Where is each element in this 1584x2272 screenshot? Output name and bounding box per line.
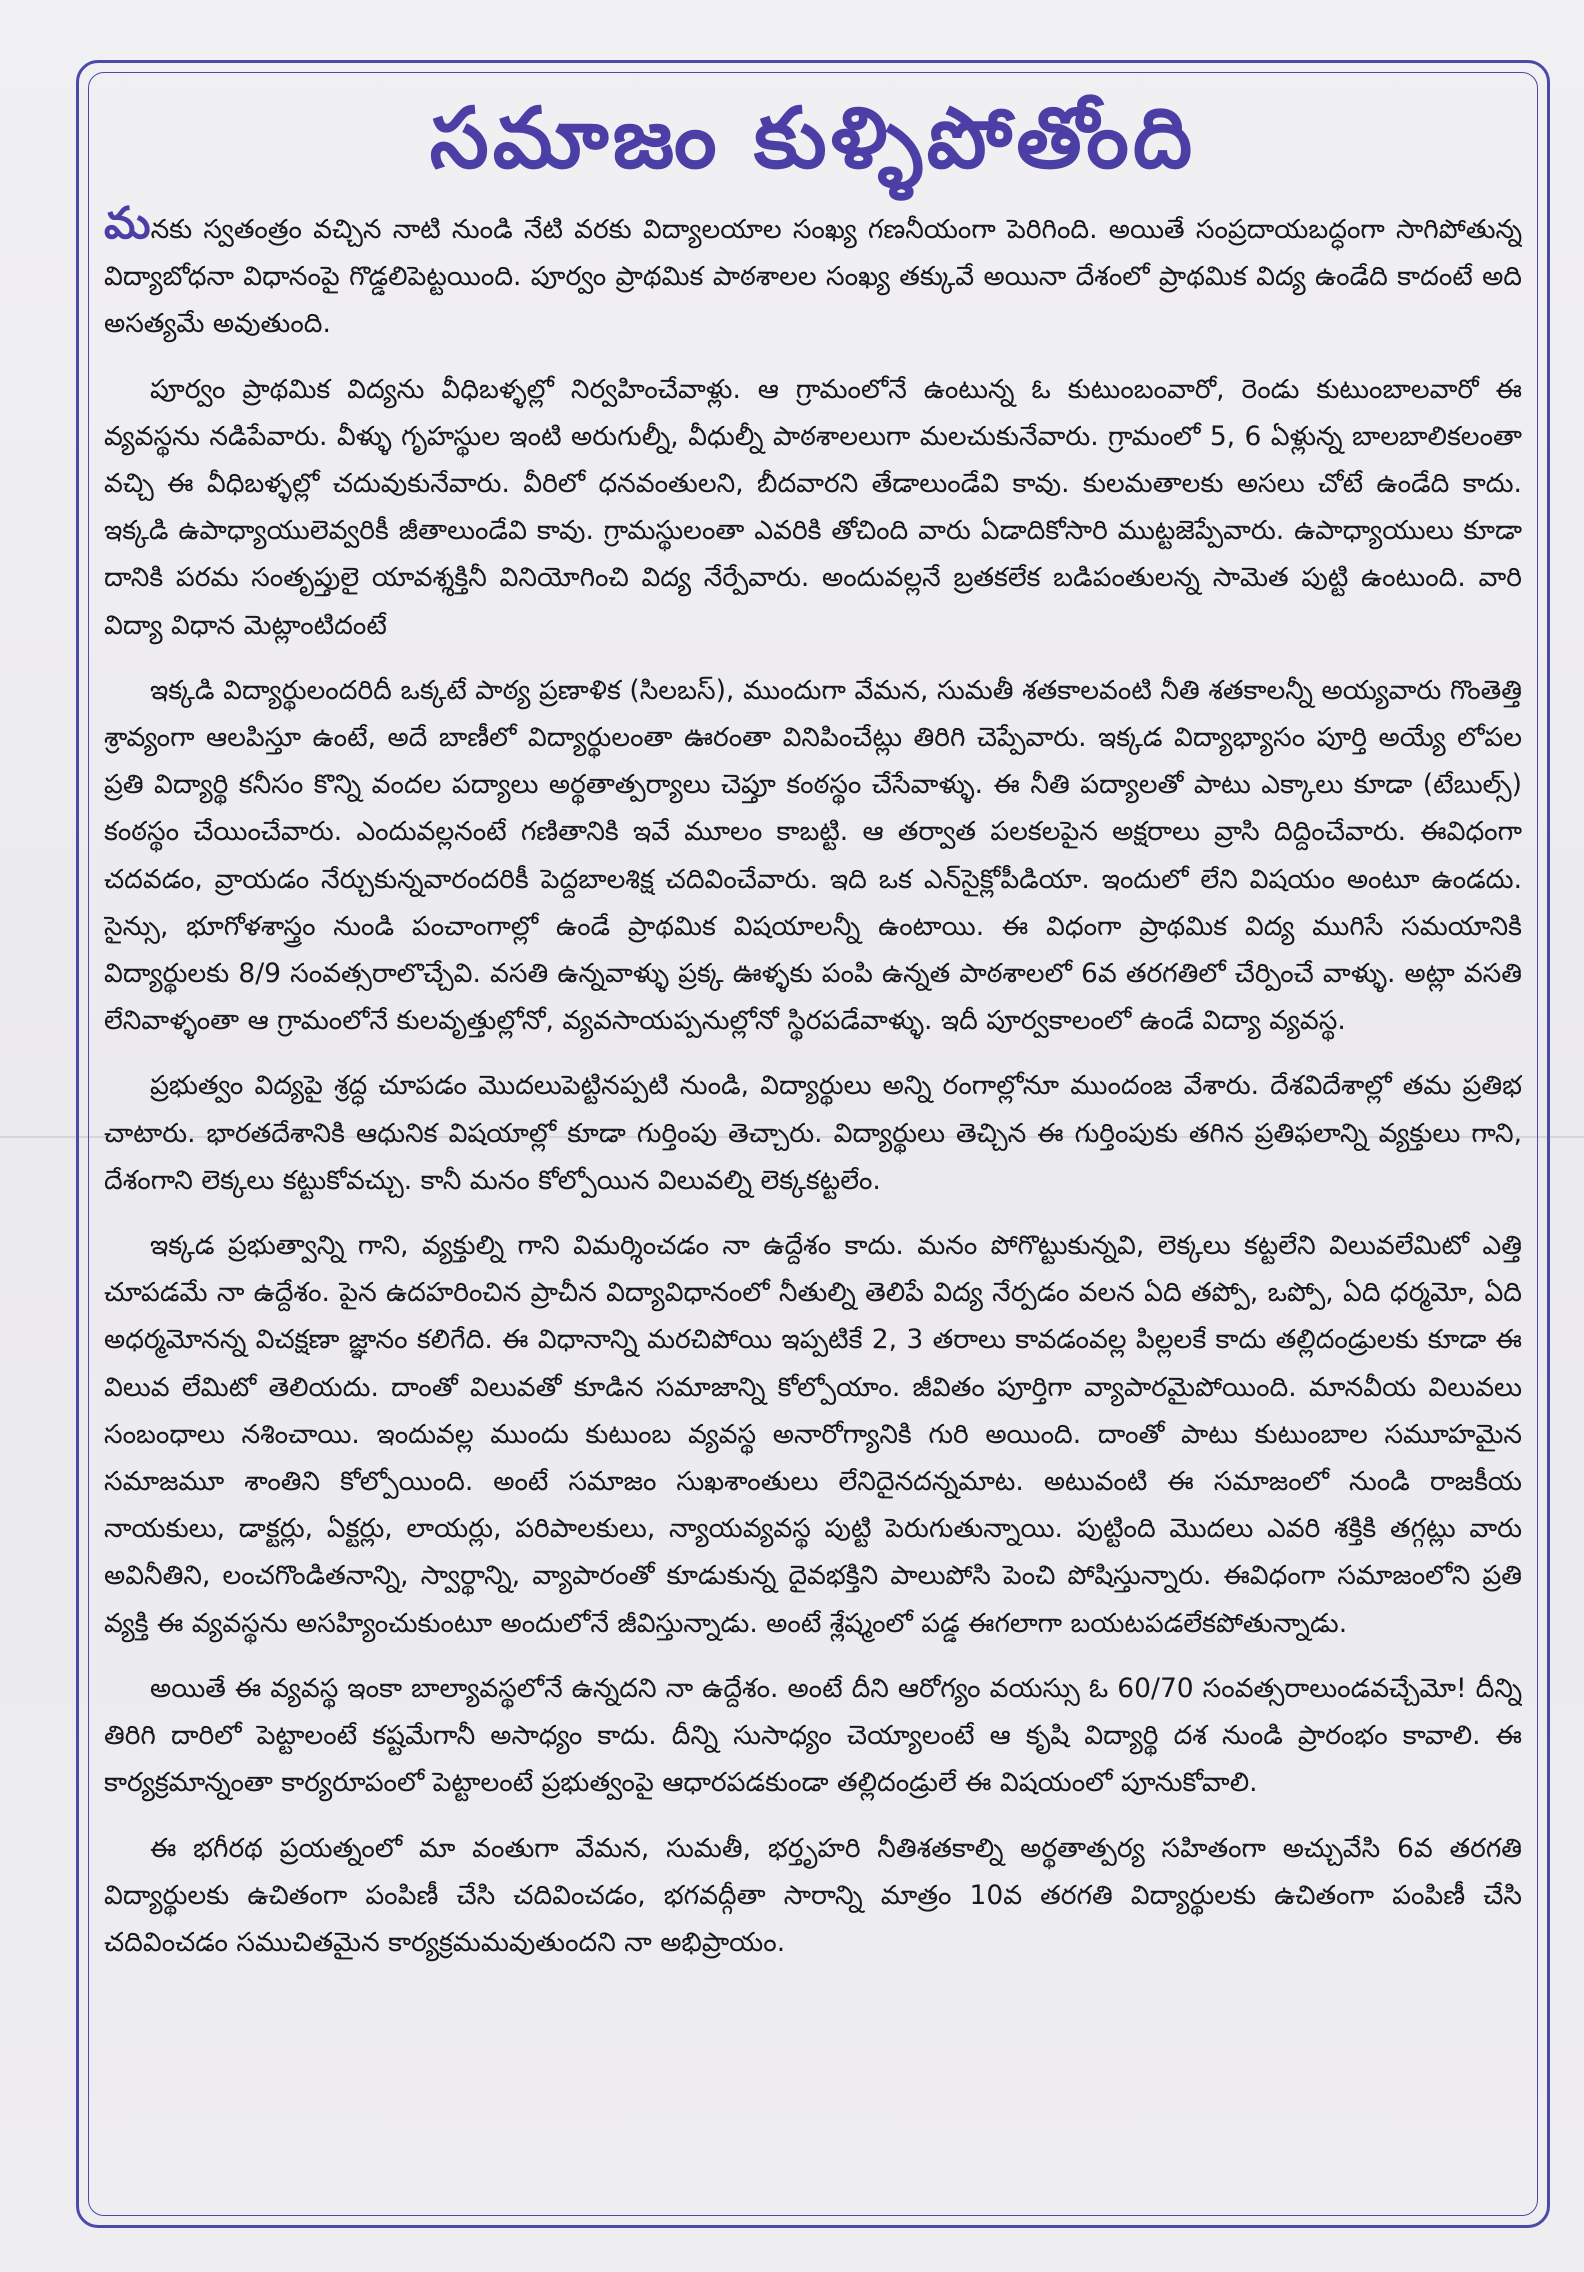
paragraph-7: ఈ భగీరథ ప్రయత్నంలో మా వంతుగా వేమన, సుమతీ, భర్తృహరి నీతిశతకాల్ని అర్థతాత్పర్య సహితంగా అచ్చువేసి 6వ తరగతి విద్యార్థులకు ఉచితంగా పంపిణీ చేసి చదివించడం, భగవద్గీతా సారాన్ని మాత్రం 10వ తరగతి విద్యార్థులకు ఉచితంగా పంపిణీ చేసి చదివించడం సముచితమైన కార్యక్రమమవుతుందని నా అభిప్రాయం. <box>104 1832 1522 1958</box>
paragraph-3: ఇక్కడి విద్యార్థులందరిదీ ఒక్కటే పాఠ్య ప్రణాళిక (సిలబస్), ముందుగా వేమన, సుమతీ శతకాలవంటి నీతి శతకాలన్నీ అయ్యవారు గొంతెత్తి శ్రావ్యంగా ఆలపిస్తూ ఉంటే, అదే బాణీలో విద్యార్థులంతా ఊరంతా వినిపించేట్లు తిరిగి చెప్పేవారు. ఇక్కడ విద్యాభ్యాసం పూర్తి అయ్యే లోపల ప్రతి విద్యార్థి కనీసం కొన్ని వందల పద్యాలు అర్థతాత్పర్యాలు చెప్తూ కంఠస్థం చేసేవాళ్ళు. ఈ నీతి పద్యాలతో పాటు ఎక్కాలు కూడా (టేబుల్స్) కంఠస్థం చేయించేవారు. ఎందువల్లనంటే గణితానికి ఇవే మూలం కాబట్టి. ఆ తర్వాత పలకలపైన అక్షరాలు వ్రాసి దిద్దించేవారు. ఈవిధంగా చదవడం, వ్రాయడం నేర్చుకున్నవారందరికీ పెద్దబాలశిక్ష చదివించేవారు. ఇది ఒక ఎన్‌సైక్లోపీడియా. ఇందులో లేని విషయం అంటూ ఉండదు. సైన్సు, భూగోళశాస్త్రం నుండి పంచాంగాల్లో ఉండే ప్రాథమిక విషయాలన్నీ ఉంటాయి. ఈ విధంగా ప్రాథమిక విద్య ముగిసే సమయానికి విద్యార్థులకు 8/9 సంవత్సరాలొచ్చేవి. వసతి ఉన్నవాళ్ళు ప్రక్క ఊళ్ళకు పంపి ఉన్నత పాఠశాలలో 6వ తరగతిలో చేర్పించే వాళ్ళు. అట్లా వసతి లేనివాళ్ళంతా ఆ గ్రామంలోనే కులవృత్తుల్లోనో, వ్యవసాయప్పనుల్లోనో స్థిరపడేవాళ్ళు. ఇదీ పూర్వకాలంలో ఉండే విద్యా వ్యవస్థ. <box>104 674 1522 1037</box>
paragraph-1 <box>104 198 1522 348</box>
paragraph-6: అయితే ఈ వ్యవస్థ ఇంకా బాల్యావస్థలోనే ఉన్నదని నా ఉద్దేశం. అంటే దీని ఆరోగ్యం వయస్సు ఓ 60/70 సంవత్సరాలుండవచ్చేమో! దీన్ని తిరిగి దారిలో పెట్టాలంటే కష్టమేగానీ అసాధ్యం కాదు. దీన్ని సుసాధ్యం చెయ్యాలంటే ఆ కృషి విద్యార్థి దశ నుండి ప్రారంభం కావాలి. ఈ కార్యక్రమాన్నంతా కార్యరూపంలో పెట్టాలంటే ప్రభుత్వంపై ఆధారపడకుండా తల్లిదండ్రులే ఈ విషయంలో పూనుకోవాలి. <box>104 1672 1522 1799</box>
paragraph-2: పూర్వం ప్రాథమిక విద్యను వీధిబళ్ళల్లో నిర్వహించేవాళ్లు. ఆ గ్రామంలోనే ఉంటున్న ఓ కుటుంబంవారో, రెండు కుటుంబాలవారో ఈ వ్యవస్థను నడిపేవారు. వీళ్ళు గృహస్థుల ఇంటి అరుగుల్నీ, వీధుల్నీ పాఠశాలలుగా మలచుకునేవారు. గ్రామంలో 5, 6 ఏళ్లున్న బాలబాలికలంతా వచ్చి ఈ వీధిబళ్ళల్లో చదువుకునేవారు. వీరిలో ధనవంతులని, బీదవారని తేడాలుండేవి కావు. కులమతాలకు అసలు చోటే ఉండేది కాదు. ఇక్కడి ఉపాధ్యాయులెవ్వరికీ జీతాలుండేవి కావు. గ్రామస్థులంతా ఎవరికి తోచింది వారు ఏడాదికోసారి ముట్టజెప్పేవారు. ఉపాధ్యాయులు కూడా దానికి పరమ సంతృప్తులై యావశ్శక్తినీ వినియోగించి విద్య నేర్పేవారు. అందువల్లనే బ్రతకలేక బడిపంతులన్న సామెత పుట్టి ఉంటుంది. వారి విద్యా విధాన మెట్లాంటిదంటే <box>104 373 1522 641</box>
paragraph-4: ప్రభుత్వం విద్యపై శ్రద్ధ చూపడం మొదలుపెట్టినప్పటి నుండి, విద్యార్థులు అన్ని రంగాల్లోనూ ముందంజ వేశారు. దేశవిదేశాల్లో తమ ప్రతిభ చాటారు. భారతదేశానికి ఆధునిక విషయాల్లో కూడా గుర్తింపు తెచ్చారు. విద్యార్థులు తెచ్చిన ఈ గుర్తింపుకు తగిన ప్రతిఫలాన్ని వ్యక్తులు గాని, దేశంగాని లెక్కలు కట్టుకోవచ్చు. కానీ మనం కోల్పోయిన విలువల్ని లెక్కకట్టలేం. <box>104 1070 1522 1196</box>
paragraph-1-text: నకు స్వతంత్రం వచ్చిన నాటి నుండి నేటి వరకు విద్యాలయాల సంఖ్య గణనీయంగా పెరిగింది. అయితే సంప్రదాయబద్ధంగా సాగిపోతున్న విద్యాబోధనా విధానంపై గొడ్డలిపెట్టయింది. పూర్వం ప్రాథమిక పాఠశాలల సంఖ్య తక్కువే అయినా దేశంలో ప్రాథమిక విద్య ఉండేది కాదంటే అది అసత్యమే అవుతుంది. <box>104 214 1522 340</box>
article <box>104 86 1522 2206</box>
article-title: సమాజం కుళ్ళిపోతోంది <box>429 88 1197 187</box>
drop-cap: మ <box>104 198 151 249</box>
paragraph-5: ఇక్కడ ప్రభుత్వాన్ని గాని, వ్యక్తుల్ని గాని విమర్శించడం నా ఉద్దేశం కాదు. మనం పోగొట్టుకున్నవి, లెక్కలు కట్టలేని విలువలేమిటో ఎత్తి చూపడమే నా ఉద్దేశం. పైన ఉదహరించిన ప్రాచీన విద్యావిధానంలో నీతుల్ని తెలిపే విద్య నేర్పడం వలన ఏది తప్పో, ఒప్పో, ఏది ధర్మమో, ఏది అధర్మమోనన్న విచక్షణా జ్ఞానం కలిగేది. ఈ విధానాన్ని మరచిపోయి ఇప్పటికే 2, 3 తరాలు కావడంవల్ల పిల్లలకే కాదు తల్లిదండ్రులకు కూడా ఈ విలువ లేమిటో తెలియదు. దాంతో విలువతో కూడిన సమాజాన్ని కోల్పోయాం. జీవితం పూర్తిగా వ్యాపారమైపోయింది. మానవీయ విలువలు సంబంధాలు నశించాయి. ఇందువల్ల ముందు కుటుంబ వ్యవస్థ అనారోగ్యానికి గురి అయింది. దాంతో పాటు కుటుంబాల సమూహమైన సమాజమూ శాంతిని కోల్పోయింది. అంటే సమాజం సుఖశాంతులు లేనిదైనదన్నమాట. అటువంటి ఈ సమాజంలో నుండి రాజకీయ నాయకులు, డాక్టర్లు, ఏక్టర్లు, లాయర్లు, పరిపాలకులు, న్యాయవ్యవస్థ పుట్టి పెరుగుతున్నాయి. పుట్టింది మొదలు ఎవరి శక్తికి తగ్గట్లు వారు అవినీతిని, లంచగొండితనాన్ని, స్వార్థాన్ని, వ్యాపారంతో కూడుకున్న దైవభక్తిని పాలుపోసి పెంచి పోషిస్తున్నారు. ఈవిధంగా సమాజంలోని ప్రతి వ్యక్తి ఈ వ్యవస్థను అసహ్యించుకుంటూ అందులోనే జీవిస్తున్నాడు. అంటే శ్లేష్మంలో పడ్డ ఈగలాగా బయటపడలేకపోతున్నాడు. <box>104 1230 1522 1639</box>
